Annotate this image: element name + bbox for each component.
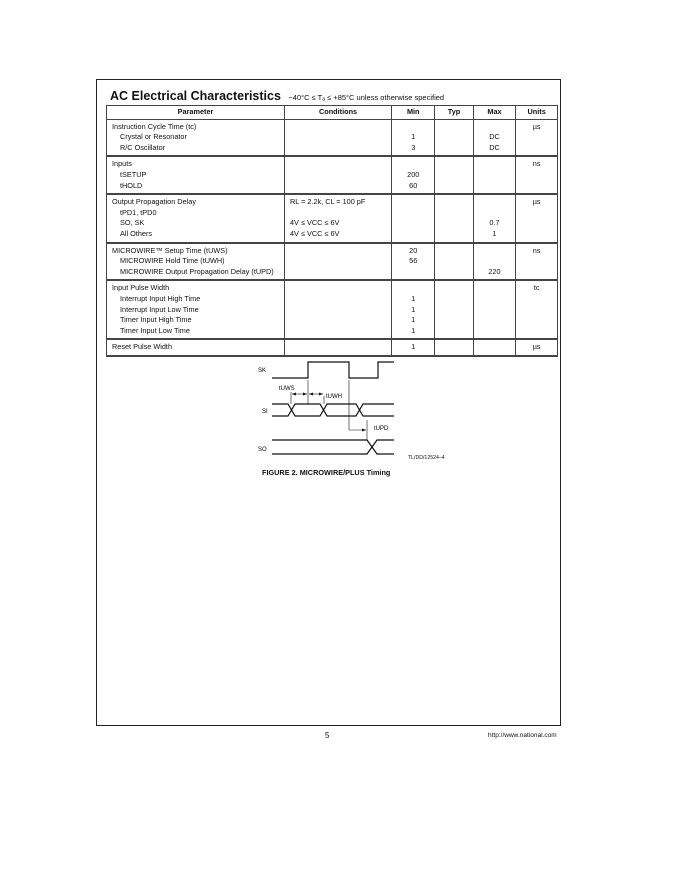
timing-label-tuws: tUWS [279,386,295,392]
conditions-cell [285,194,392,242]
conditions-cell-line [290,143,386,154]
min-cell [392,156,435,194]
parameter-cell-line: Output Propagation Delay [112,197,196,207]
max-cell-line: DC [489,142,500,152]
parameter-cell-line: All Others [120,228,153,238]
min-cell-line: 56 [409,256,418,266]
conditions-cell-line [290,181,386,192]
max-cell [473,243,516,281]
max-cell [473,119,516,156]
col-header-typ: Typ [435,106,473,120]
units-cell: tc [516,280,558,339]
parameter-cell [107,243,285,281]
max-cell-line [479,170,511,181]
min-cell-line [397,159,429,170]
max-cell-line [479,246,511,257]
parameter-cell-line: Instruction Cycle Time (tc) [112,121,197,131]
conditions-cell-line [290,159,386,170]
max-cell-line: 220 [488,266,501,276]
max-cell-line [479,122,511,133]
typ-cell [435,243,473,281]
max-cell-line [479,256,511,267]
min-cell-line [397,283,429,294]
min-cell-line: 20 [409,245,418,255]
table-header-row [107,106,558,120]
temperature-condition: −40°C ≤ Tₐ ≤ +85°C unless otherwise specified [288,93,445,102]
footer-url[interactable]: http://www.national.com [488,732,557,739]
table-row [107,119,558,156]
min-cell-line: 60 [409,180,418,190]
parameter-cell-line: MICROWIRE™ Setup Time (tUWS) [112,245,228,255]
conditions-cell-line [290,326,386,337]
units-cell: µs [516,119,558,156]
max-cell-line: 0.7 [489,218,500,228]
max-cell-line: 1 [492,228,497,238]
min-cell [392,339,435,356]
conditions-cell-line: RL = 2.2k, CL = 100 pF [290,197,366,207]
parameter-cell-line: Interrupt Input High Time [120,293,201,303]
conditions-cell-line [290,122,386,133]
units-cell: ns [516,243,558,281]
col-header-parameter: Parameter [107,106,285,120]
max-cell [473,280,516,339]
parameter-cell [107,119,285,156]
parameter-cell-line: R/C Oscillator [120,142,166,152]
min-cell-line: 1 [411,325,416,335]
ac-characteristics-table [106,105,558,357]
typ-cell [435,119,473,156]
section-header [110,87,444,105]
max-cell-line [479,326,511,337]
conditions-cell-line [290,267,386,278]
min-cell-line: 200 [407,169,420,179]
typ-cell [435,280,473,339]
conditions-cell [285,156,392,194]
min-cell-line [397,208,429,219]
parameter-cell-line: tPD1, tPD0 [120,207,157,217]
table-row [107,339,558,356]
signal-label-sk: SK [258,368,267,374]
max-cell-line [479,305,511,316]
min-cell [392,243,435,281]
min-cell-line: 1 [411,304,416,314]
max-cell-line: DC [489,132,500,142]
parameter-cell [107,339,285,356]
parameter-cell-line: Timer Input High Time [120,315,192,325]
parameter-cell-line: Input Pulse Width [112,283,170,293]
table-row [107,243,558,281]
min-cell-line [397,197,429,208]
parameter-cell-line: tHOLD [120,180,143,190]
conditions-cell-line [290,342,386,353]
min-cell-line: 1 [411,132,416,142]
max-cell [473,339,516,356]
conditions-cell-line [290,283,386,294]
conditions-cell-line [290,315,386,326]
max-cell-line [479,315,511,326]
col-header-max: Max [473,106,516,120]
parameter-cell-line: tSETUP [120,169,147,179]
parameter-cell [107,194,285,242]
parameter-cell-line: MICROWIRE Output Propagation Delay (tUPD) [120,266,274,276]
figure-caption: FIGURE 2. MICROWIRE/PLUS Timing [262,468,391,477]
min-cell [392,119,435,156]
min-cell [392,280,435,339]
section-title: AC Electrical Characteristics [110,89,281,103]
parameter-cell-line: SO, SK [120,218,145,228]
min-cell-line [397,122,429,133]
conditions-cell [285,339,392,356]
max-cell-line [479,283,511,294]
min-cell-line [397,218,429,229]
col-header-conditions: Conditions [285,106,392,120]
signal-label-so: SO [258,447,267,453]
max-cell-line [479,208,511,219]
col-header-min: Min [392,106,435,120]
parameter-cell-line: Interrupt Input Low Time [120,304,199,314]
typ-cell [435,194,473,242]
conditions-cell-line [290,294,386,305]
conditions-cell-line [290,170,386,181]
min-cell-line [397,267,429,278]
parameter-cell-line: Timer Input Low Time [120,325,190,335]
col-header-units: Units [516,106,558,120]
conditions-cell-line: 4V ≤ VCC ≤ 6V [290,218,340,228]
conditions-cell-line [290,208,386,219]
parameter-cell-line: Inputs [112,159,132,169]
signal-label-si: SI [262,409,268,415]
sk-waveform [272,362,394,378]
table-row [107,194,558,242]
min-cell-line: 1 [411,315,416,325]
max-cell-line [479,197,511,208]
conditions-cell-line: 4V ≤ VCC ≤ 6V [290,228,340,238]
max-cell-line [479,181,511,192]
min-cell-line: 1 [411,342,416,352]
table-row [107,280,558,339]
parameter-cell-line: Reset Pulse Width [112,342,173,352]
min-cell-line: 3 [411,142,416,152]
max-cell-line [479,159,511,170]
si-waveform-top [272,404,394,416]
parameter-cell-line: MICROWIRE Hold Time (tUWH) [120,256,225,266]
typ-cell [435,156,473,194]
si-waveform-bottom [272,404,394,416]
conditions-cell-line [290,305,386,316]
min-cell-line [397,229,429,240]
table-body [107,119,558,356]
min-cell-line: 1 [411,293,416,303]
units-cell: ns [516,156,558,194]
conditions-cell [285,243,392,281]
parameter-cell [107,280,285,339]
max-cell [473,156,516,194]
figure-id: TL/DD/12524–4 [408,455,445,461]
max-cell-line [479,294,511,305]
timing-label-tuwh: tUWH [326,394,342,400]
timing-label-tupd: tUPD [374,426,389,432]
table-row [107,156,558,194]
conditions-cell [285,119,392,156]
max-cell-line [479,342,511,353]
page-number: 5 [325,731,330,740]
units-cell: µs [516,194,558,242]
typ-cell [435,339,473,356]
conditions-cell-line [290,132,386,143]
conditions-cell-line [290,256,386,267]
parameter-cell [107,156,285,194]
min-cell [392,194,435,242]
parameter-cell-line: Crystal or Resonator [120,132,187,142]
conditions-cell [285,280,392,339]
max-cell [473,194,516,242]
timing-waveforms [250,358,450,468]
units-cell: µs [516,339,558,356]
conditions-cell-line [290,246,386,257]
